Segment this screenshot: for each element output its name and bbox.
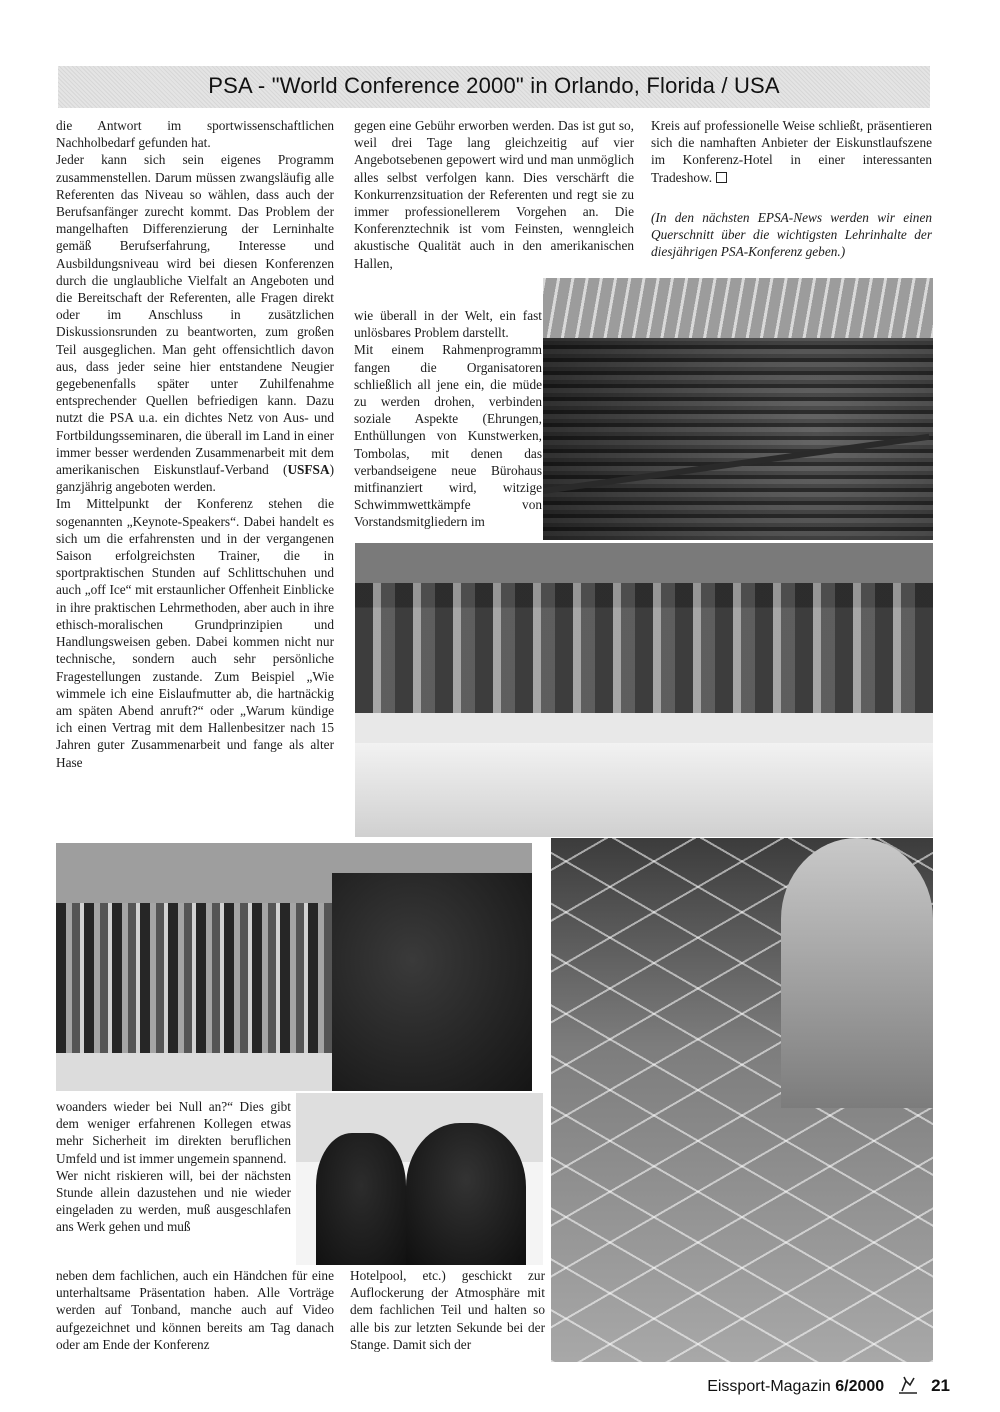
page-title: PSA - "World Conference 2000" in Orlando, Florida / USA: [208, 73, 780, 98]
hotel-tradeshow-photo: [551, 838, 933, 1362]
skater-logo-icon: [897, 1375, 919, 1400]
page-footer: [707, 1375, 950, 1400]
column-3-top: [651, 117, 932, 186]
skaters-photo: [296, 1093, 543, 1265]
paragraph: Kreis auf professionelle Weise schließt, präsentieren sich die namhaften Anbieter der Eiskunstlaufszene im Konferenz-Hotel in einer interessanten Tradeshow.: [651, 118, 932, 185]
paragraph: neben dem fachlichen, auch ein Händchen für eine unterhaltsame Präsentation haben. Alle Vorträge werden auf Tonband, manche auch auf Video aufgezeichnet und können bereits am Tag danach oder am Ende der Konferenz: [56, 1268, 334, 1352]
paragraph: Mit einem Rahmenprogramm fangen die Organisatoren schließlich all jene ein, die müde zu werden drohen, verbinden soziale Aspekte (Ehrungen, Enthüllungen von Kunstwerken, Tombolas, mit denen das verbandseigene neue Bürohaus mitfinanziert wird, witzige Schwimmwettkämpfe von Vorstandsmitgliedern im: [354, 342, 542, 530]
end-of-article-icon: [716, 172, 727, 183]
issue-number: 6/2000: [835, 1378, 885, 1395]
photo-foreground-detail: [332, 873, 532, 1091]
paragraph: Im Mittelpunkt der Konferenz stehen die sogenannten „Keynote-Speakers“. Dabei handelt es sich um die erfahrensten und in der vergangenen Saison erfolgreichsten Trainer, die in sportpraktischen Stunden auf Schlittschuhen und auch „off Ice“ mit erstaunlicher Offenheit Einblicke in ihre praktischen Lehrmethoden, aber auch in ihre ethisch-moralischen Grundprinzipien und Handlungsweisen geben. Dabei kommen nicht nur technische, sondern auch sehr persönliche Fragestellungen zustande. Zum Beispiel „Wie wimmele ich eine Eislaufmutter ab, die hartnäckig am späten Abend anruft?“ oder „Warum kündige ich einen Vertrag mit dem Hallenbesitzer nach 15 Jahren guter Zusammenarbeit und fange als alter Hase: [56, 496, 334, 770]
coaches-line-photo: [56, 843, 532, 1091]
photo-ice-detail: [355, 743, 933, 837]
photo-figure-detail: [316, 1133, 406, 1265]
usfsa-abbrev: USFSA: [287, 462, 330, 478]
column-2-mid: [354, 307, 542, 531]
column-2-top: [354, 117, 634, 272]
column-1-bottom: [56, 1267, 334, 1353]
header-band: [58, 66, 930, 108]
paragraph: Wer nicht riskieren will, bei der nächsten Stunde allein dazustehen und nie wieder eingeladen zu werden, muß ausgeschlafen ans Werk gehen und muß: [56, 1167, 291, 1235]
hockey-practice-photo: [355, 543, 933, 837]
paragraph: gegen eine Gebühr erworben werden. Das ist gut so, weil drei Tage lang gleichzeitig auf vier Angebotsebenen gepowert wird und man unmöglich alles selbst verfolgen kann. Dies verschärft die Konkurrenzsituation der Referenten und regt sie zu immer professionellerem Vorgehen an. Die Konferenztechnik ist vom Feinsten, wenngleich akustische Qualität auch in den amerikanischen Hallen,: [354, 118, 634, 271]
photo-figure-detail: [406, 1123, 526, 1265]
editor-note: (In den nächsten EPSA-News werden wir einen Querschnitt über die wichtigsten Lehrinhalte der diesjährigen PSA-Konferenz geben.): [651, 210, 932, 260]
photo-crowd-detail: [355, 583, 933, 713]
column-1-top: [56, 117, 334, 771]
photo-dome-detail: [781, 838, 933, 1108]
column-1-lower: [56, 1098, 291, 1236]
photo-rail-detail: [543, 434, 930, 494]
paragraph: die Antwort im sportwissenschaftlichen Nachholbedarf gefunden hat.: [56, 118, 334, 151]
column-3-note: [651, 209, 932, 261]
paragraph: Jeder kann sich sein eigenes Programm zusammenstellen. Darum müssen zwangsläufig alle Referenten das Niveau so wählen, dass auch der Berufsanfänger zurecht kommt. Das Problem der mangelhaften Differenzierung der Lerninhalte gemäß Berufserfahrung, Interesse und Ausbildungsniveau wird bei diesen Konferenzen durch die unglaubliche Vielfalt an Angeboten und die Bereitschaft der Referenten, alle Fragen direkt oder im Anschluss in zusätzlichen Diskussionsrunden zu beantworten, zum großen Teil ausgeglichen. Man geht offensichtlich davon aus, dass jeder seine hier entstandene Neugier gegebenenfalls später unter Zuhilfenahme entsprechender Quellen befriedigen kann. Dazu nutzt die PSA u.a. ein dichtes Netz von Aus- und Fortbildungsseminaren, die überall im Land in einer immer besser werdenden Zusammenarbeit mit dem amerikanischen Eiskunstlauf-Verband (USFSA) ganzjährig angeboten werden.: [56, 152, 334, 495]
page-number: 21: [931, 1376, 950, 1395]
paragraph: wie überall in der Welt, ein fast unlösbares Problem darstellt.: [354, 308, 542, 341]
audience-photo: [543, 278, 933, 540]
magazine-name: Eissport-Magazin: [707, 1378, 836, 1395]
paragraph: Hotelpool, etc.) geschickt zur Auflockerung der Atmosphäre mit dem fachlichen Teil und halten so alle bis zur letzten Sekunde bei der Stange. Damit sich der: [350, 1268, 545, 1352]
column-2-bottom: [350, 1267, 545, 1353]
paragraph: woanders wieder bei Null an?“ Dies gibt dem weniger erfahrenen Kollegen etwas mehr Sicherheit im direkten beruflichen Umfeld und ist immer ungemein spannend.: [56, 1099, 291, 1166]
photo-roof-detail: [543, 278, 933, 338]
